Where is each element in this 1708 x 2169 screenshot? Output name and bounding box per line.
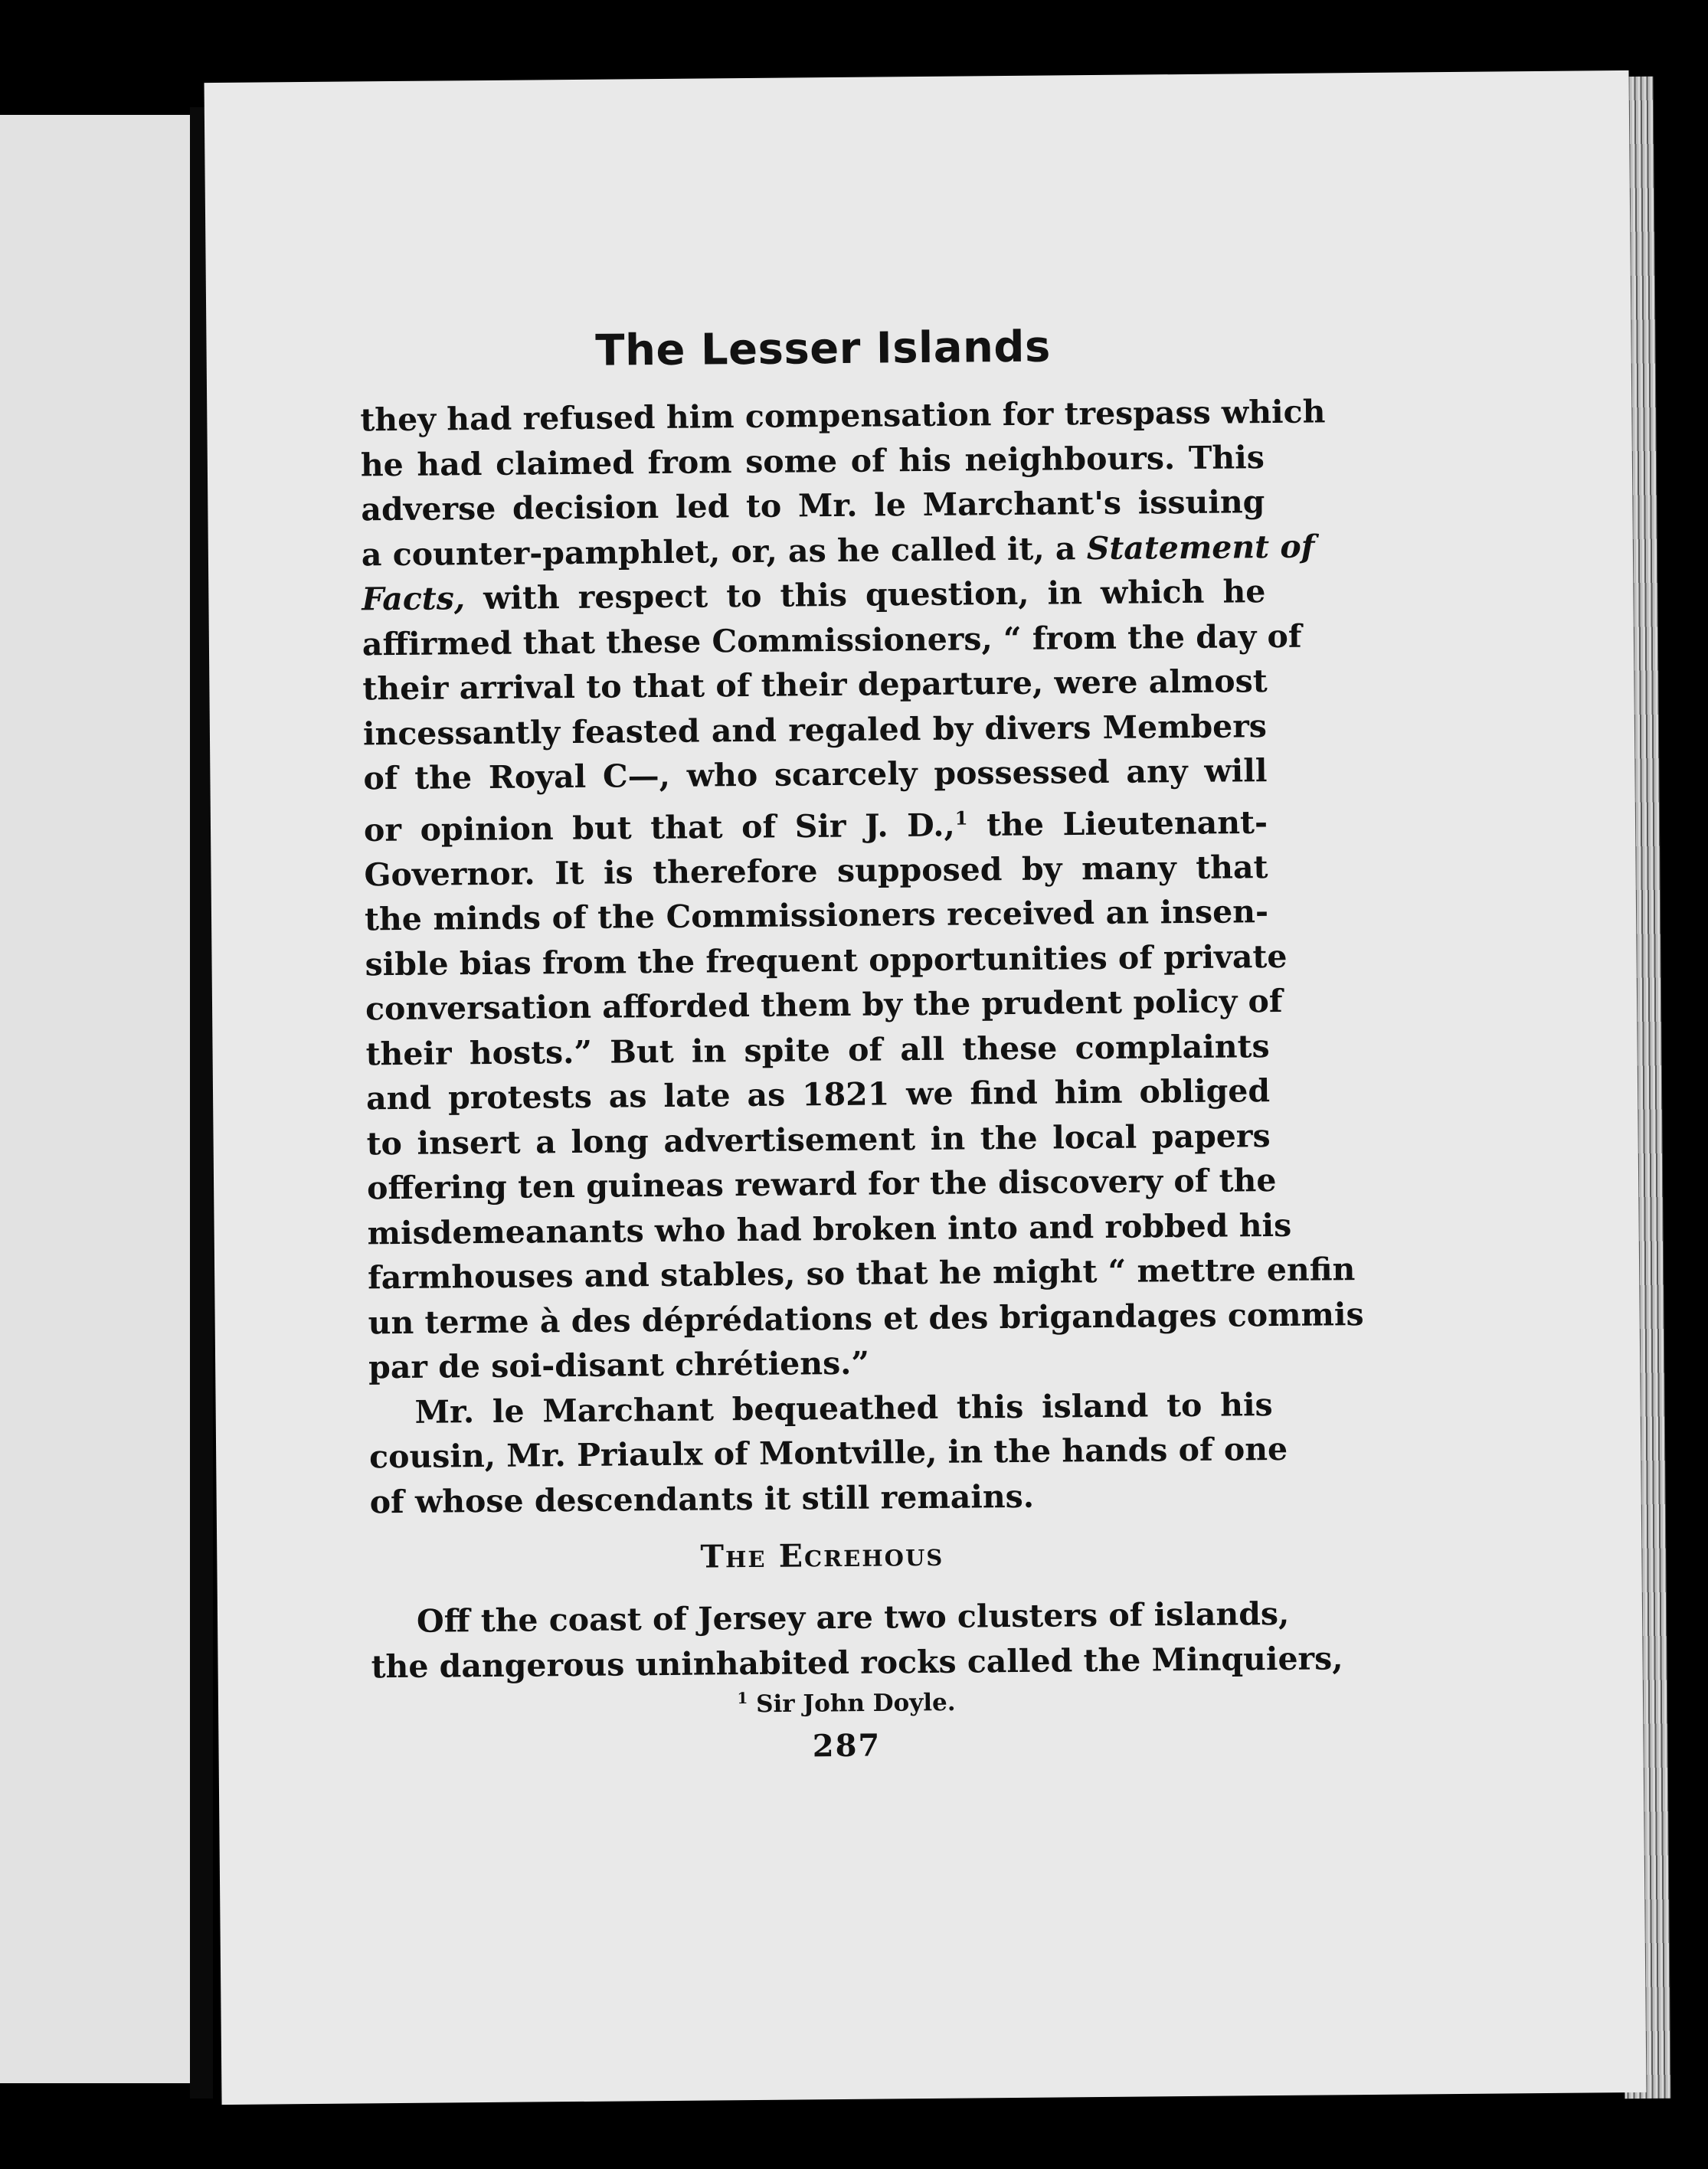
text-line: their hosts.” But in spite of all these complaints <box>365 1027 1270 1073</box>
italic-title: Facts, <box>362 580 466 618</box>
text-line <box>362 569 1265 622</box>
text-line: Mr. le Marchant bequeathed this island to his <box>414 1385 1273 1431</box>
text-line <box>361 525 1315 577</box>
body-text <box>360 390 1364 1524</box>
body-text <box>371 1592 1343 1689</box>
text-line: Off the coast of Jersey are two clusters of islands, <box>416 1595 1290 1640</box>
text-line: affirmed that these Commissioners, “ from the day of <box>362 617 1302 662</box>
text-line: sible bias from the frequent opportunities of private <box>365 937 1288 983</box>
text-line: offering ten guineas reward for the discovery of the <box>366 1162 1277 1207</box>
text-line: par de soi-disant chrétiens.” <box>368 1344 870 1386</box>
section-heading: The Ecrehous <box>700 1536 944 1575</box>
text-line: incessantly feasted and regaled by divers Members <box>362 707 1268 752</box>
text-fragment: a counter-pamphlet, or, as he called it, a <box>361 529 1076 573</box>
footnote <box>371 1684 1275 1722</box>
page-number: 287 <box>812 1728 882 1765</box>
right-page <box>205 70 1647 2105</box>
text-line: and protests as late as 1821 we find him obliged <box>365 1072 1271 1117</box>
text-line: their arrival to that of their departure, were almost <box>362 662 1268 708</box>
text-line: farmhouses and stables, so that he might “ mettre enfin <box>367 1251 1356 1297</box>
left-page-edge <box>0 115 190 2083</box>
text-line: they had refused him compensation for trespass which <box>360 393 1326 439</box>
text-line: the dangerous uninhabited rocks called the Minquiers, <box>371 1639 1343 1685</box>
text-line: Governor. It is therefore supposed by many that <box>364 848 1268 894</box>
text-line: un terme à des déprédations et des brigandages commis <box>368 1295 1364 1342</box>
text-line: of the Royal C—, who scarcely possessed any will <box>363 752 1268 797</box>
text-line: to insert a long advertisement in the local papers <box>366 1117 1271 1163</box>
text-line: cousin, Mr. Priaulx of Montville, in the hands of one <box>368 1431 1288 1476</box>
running-head: The Lesser Islands <box>595 322 1052 376</box>
footnote-marker: 1 <box>737 1689 748 1708</box>
text-line: of whose descendants it still remains. <box>369 1477 1035 1521</box>
text-line: the minds of the Commissioners received an insen- <box>364 893 1269 938</box>
italic-title: Statement of <box>1086 528 1315 567</box>
text-line <box>364 793 1268 852</box>
page-content <box>359 320 1364 1768</box>
text-fragment: the Lieutenant- <box>967 803 1268 843</box>
text-fragment: or opinion but that of Sir J. D., <box>363 806 956 849</box>
text-line: he had claimed from some of his neighbours. This <box>360 438 1265 483</box>
footnote-text: Sir John Doyle. <box>748 1689 956 1719</box>
text-line: misdemeanants who had broken into and robbed his <box>367 1206 1292 1252</box>
text-line: adverse decision led to Mr. le Marchant's issuing <box>361 483 1265 528</box>
text-line: conversation afforded them by the prudent policy of <box>365 983 1283 1028</box>
footnote-reference: 1 <box>954 806 968 829</box>
text-fragment: with respect to this question, in which he <box>464 573 1266 617</box>
